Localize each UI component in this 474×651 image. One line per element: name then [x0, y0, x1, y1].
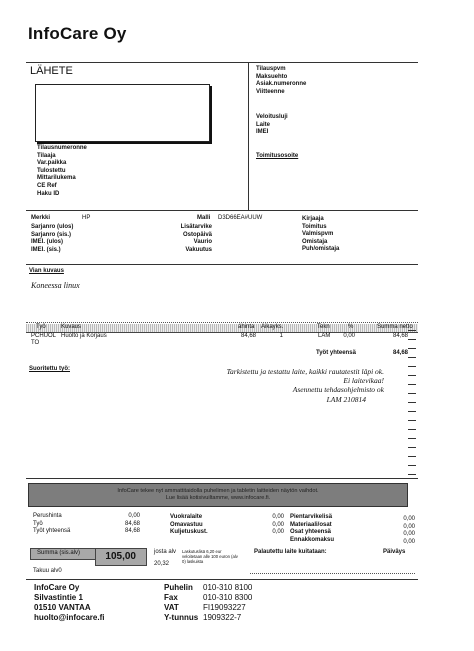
field-haku-id: Haku ID: [37, 190, 60, 197]
header-fields: [256, 66, 306, 96]
ennakkomaksu-value: 0,00: [403, 538, 415, 545]
cell-tyo: PCHUOL TO: [31, 333, 56, 346]
divider-footer: [26, 579, 418, 580]
field-sarjanro-sis: Sarjanro (sis.): [31, 231, 72, 238]
cell-summa: 84,68: [392, 333, 408, 339]
cell-pct: 0,00: [343, 333, 355, 339]
puhelin-label: Puhelin: [164, 583, 193, 592]
field-ce-ref: CE Ref: [37, 182, 57, 189]
summa-value: 105,00: [105, 551, 136, 562]
merkki-value: HP: [82, 215, 91, 221]
performed-line-2: Ei laitevikaa!: [343, 376, 384, 386]
josta-alv-label: josta alv: [154, 549, 177, 555]
pientarvikelisa-value: 0,00: [403, 516, 415, 522]
performed-line-1: Tarkistettu ja testattu laite, kaikki rautatestit läpi ok.: [226, 367, 384, 376]
footer-contact-labels: [164, 583, 198, 623]
th-pct: %: [348, 324, 354, 330]
summa-value-box: [95, 548, 147, 566]
th-kuvaus: Kuvaus: [61, 324, 82, 330]
alv-value: 20,32: [154, 561, 170, 567]
pientarvikelisa-label: Pientarvikelisä: [290, 514, 333, 520]
frame-divider: [248, 62, 249, 210]
th-ahinta: áhinta: [238, 324, 255, 330]
fault-label: Vian kuvaus: [29, 268, 64, 274]
field-ostopaiva: Ostopäivä: [182, 231, 212, 238]
vat-value: FI19093227: [203, 603, 246, 612]
osat-yhteensa-label: Osat yhteensä: [290, 529, 332, 536]
works-total-value: 84,68: [392, 350, 408, 356]
divider-banner: [26, 478, 418, 479]
sums-right-values: [403, 516, 415, 546]
table-top-rule: [26, 322, 418, 323]
field-tilaaja: Tilaaja: [37, 152, 56, 159]
footer-contact-values: [203, 583, 252, 623]
field-toimitus: Toimitus: [302, 223, 327, 230]
materiaali-label: Materiaali/osat: [290, 521, 332, 528]
cell-tekn: LAM: [318, 333, 331, 339]
frame-top: [26, 62, 418, 63]
field-omistaja: Omistaja: [302, 238, 328, 245]
summa-label: Summa (sis.alv): [37, 550, 81, 556]
vuokralaite-value: 0,00: [272, 514, 284, 520]
field-veloitusluji: Veloitusluji: [256, 114, 288, 120]
kuljetuskust-label: Kuljetuskust.: [170, 529, 208, 536]
ytunnus-value: 1909322-7: [203, 613, 242, 622]
perushinta-value: 0,00: [128, 513, 140, 519]
banner-line-2: Lue lisää kotisivuiltamme, www.infocare.fi.: [165, 495, 271, 501]
field-imei-ulos: IMEI. (ulos): [31, 239, 63, 246]
tyo-label: Työ: [33, 520, 43, 527]
field-kirjaaja: Kirjaaja: [302, 216, 324, 222]
serial-fields: [31, 224, 73, 254]
th-tekn: Tekn: [317, 324, 330, 330]
footer-city: 01510 VANTAA: [34, 603, 91, 612]
sums-left-labels: [33, 513, 70, 536]
cell-ahinta: 84,68: [240, 333, 256, 339]
banner-line-1: InfoCare tekee nyt ammattitaidolla puhelimen ja tabletin laitteiden näytön vaihdot.: [117, 488, 319, 494]
ytunnus-label: Y-tunnus: [164, 613, 199, 622]
field-tilauspvm: Tilauspvm: [256, 66, 286, 72]
fault-text: Koneessa linux: [31, 281, 80, 290]
cell-aikayks: 1: [279, 333, 283, 339]
promo-banner: [28, 483, 408, 507]
sums-mid-labels: [170, 514, 208, 537]
field-imei-sis: IMEI. (sis.): [31, 246, 61, 253]
performed-label: Suoritettu työ:: [29, 366, 70, 372]
sums-mid-values: [272, 514, 284, 537]
performed-line-4: LAM 210814: [326, 394, 366, 404]
cell-kuvaus: Huolto ja Korjaus: [61, 333, 107, 339]
puhelin-value: 010-310 8100: [203, 583, 253, 592]
field-viitteenne: Viitteenne: [256, 88, 285, 95]
omavastuu-label: Omavastuu: [170, 521, 203, 528]
performed-line-3: Asennettu tehdasohjelmisto ok: [292, 385, 384, 395]
delivery-address-label: Toimitusosoite: [256, 153, 299, 159]
osat-yhteensa-value: 0,00: [403, 531, 415, 538]
company-title: InfoCare Oy: [28, 24, 127, 43]
field-mittarilukema: Mittarilukema: [37, 175, 76, 182]
footer-street: Silvastintie 1: [34, 593, 83, 602]
performed-text: [227, 367, 384, 404]
purchase-fields: [181, 224, 212, 254]
header-fields-2: [256, 114, 288, 137]
th-summa: Summa netto: [377, 324, 413, 330]
works-total-label: Työt yhteensä: [316, 350, 356, 356]
field-varpaikka: Var.paikka: [37, 160, 67, 167]
field-laite: Laite: [256, 121, 271, 128]
th-aikayks: Aikayks.: [261, 324, 284, 330]
malli-label: Malli: [197, 215, 211, 221]
field-lisatarvike: Lisätarvike: [180, 224, 212, 230]
field-puh-omistaja: Puh/omistaja: [302, 246, 340, 253]
table-header-band: [26, 324, 418, 333]
tyo-value: 84,68: [124, 520, 140, 527]
field-asiaknumero: Asiak.numeronne: [256, 81, 307, 88]
fax-value: 010-310 8300: [203, 593, 253, 602]
document-title: LÄHETE: [30, 65, 73, 77]
summa-label-box: [30, 548, 96, 560]
receive-label: Palautettu laite kuitataan:: [254, 549, 327, 555]
tyot-yhteensa-label: Työt yhteensä: [33, 528, 71, 535]
vat-label: VAT: [164, 603, 179, 612]
divider-fault: [26, 264, 418, 265]
field-maksuehto: Maksuehto: [256, 73, 288, 80]
margin-marks: [408, 330, 416, 480]
kuljetuskust-value: 0,00: [272, 529, 284, 536]
address-window: [35, 84, 210, 142]
vuokralaite-label: Vuokralaite: [170, 514, 203, 520]
field-imei: IMEI: [256, 129, 269, 136]
omavastuu-value: 0,00: [272, 521, 284, 528]
field-tilausnumero: Tilausnumeronne: [37, 145, 87, 151]
field-vakuutus: Vakuutus: [185, 246, 212, 253]
takuu-label: Takuu alv0: [33, 568, 62, 574]
fax-label: Fax: [164, 593, 178, 602]
materiaali-value: 0,00: [403, 523, 415, 530]
malli-value: D3D66EA#UUW: [218, 215, 263, 221]
date-label: Päiväys: [383, 549, 406, 555]
perushinta-label: Perushinta: [33, 513, 62, 519]
field-sarjanro-ulos: Sarjanro (ulos): [31, 224, 74, 230]
invoice-fee-note: Laskutuslisä 6,20 eur veloitetaan alle 100 euron (alv 0) laskuista: [182, 549, 238, 564]
order-fields: [37, 145, 87, 198]
ennakkomaksu-label: Ennakkomaksu: [290, 536, 335, 543]
field-tulostettu: Tulostettu: [37, 167, 66, 174]
field-vaurio: Vaurio: [193, 239, 212, 246]
footer-address: [34, 583, 104, 623]
handler-fields: [302, 216, 339, 254]
sums-right-labels: [290, 514, 334, 544]
signature-line: [250, 573, 415, 574]
sums-left-values: [125, 513, 140, 536]
divider-device: [26, 210, 418, 211]
footer-company: InfoCare Oy: [34, 583, 80, 592]
field-valmispvm: Valmispvm: [302, 231, 334, 238]
footer-email: huolto@infocare.fi: [34, 613, 105, 622]
merkki-label: Merkki: [31, 215, 51, 221]
table-row: [0, 333, 474, 349]
tyot-yhteensa-value: 84,68: [124, 528, 140, 535]
th-tyo: Työ: [36, 324, 46, 330]
